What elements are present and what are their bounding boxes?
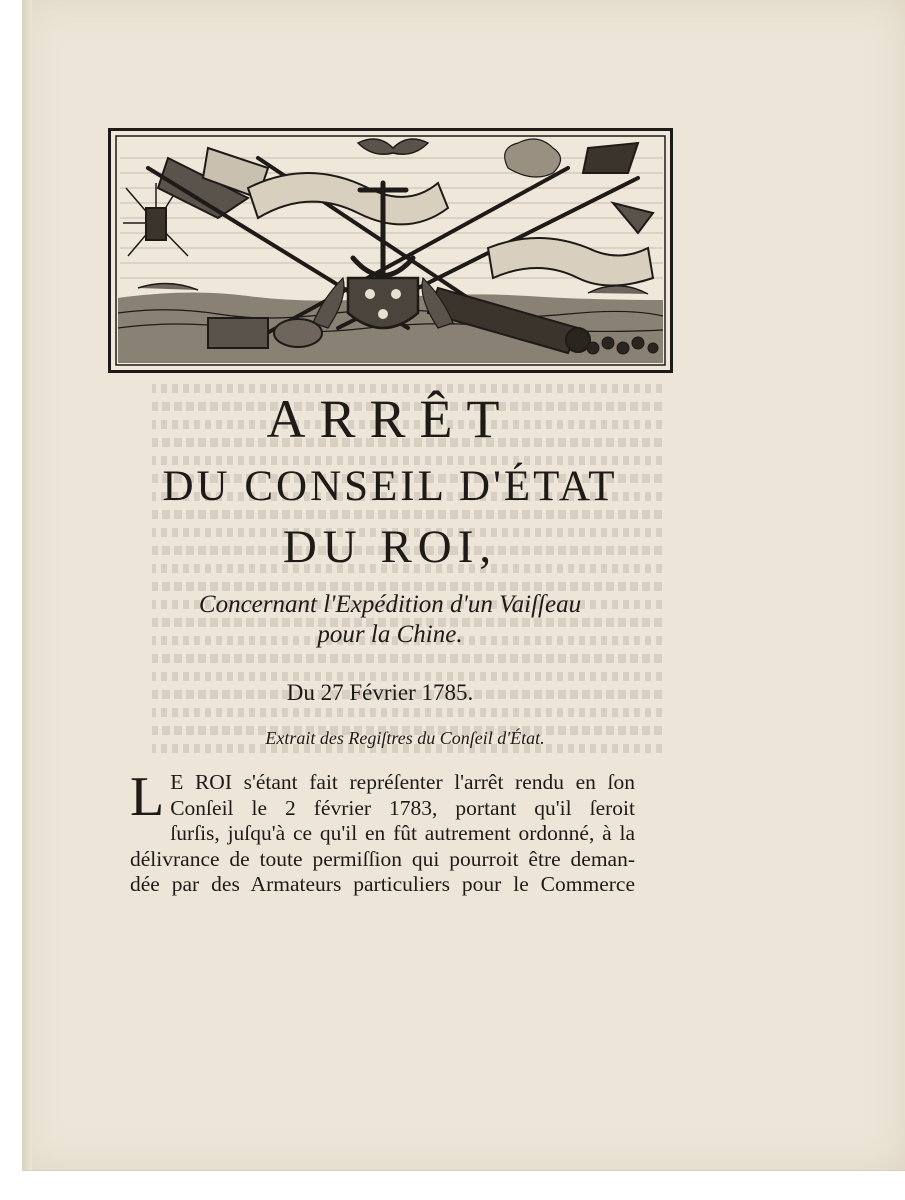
document-date: Du 27 Février 1785.	[286, 680, 474, 705]
body-line: ſurſis, juſqu'à ce qu'il en fût autrement ordonné, à la	[170, 821, 635, 845]
page-edge	[22, 0, 32, 1170]
document-subtitle-line1: DU CONSEIL D'ÉTAT	[162, 463, 618, 510]
document-subject	[110, 590, 670, 650]
body-line: Conſeil le 2 février 1783, portant qu'il ſeroit	[170, 795, 635, 820]
document-body	[130, 766, 635, 898]
subject-line-1: Concernant l'Expédition d'un Vaiſſeau	[198, 591, 582, 618]
naval-trophy-woodcut-icon	[108, 128, 673, 373]
body-line: E ROI s'étant fait repréſenter l'arrêt rendu en ſon	[170, 770, 635, 794]
subject-line-2: pour la Chine.	[317, 621, 463, 648]
registry-extract-note: Extrait des Regiſtres du Conſeil d'État.	[265, 728, 545, 748]
dropcap-letter: L	[130, 766, 165, 828]
document-subtitle-line2: DU ROI,	[282, 521, 498, 573]
body-line: délivrance de toute permiſſion qui pourroit être deman-	[130, 846, 635, 871]
body-line: dée par des Armateurs particuliers pour le Commerce	[130, 872, 635, 896]
document-title: ARRÊT	[266, 389, 514, 449]
